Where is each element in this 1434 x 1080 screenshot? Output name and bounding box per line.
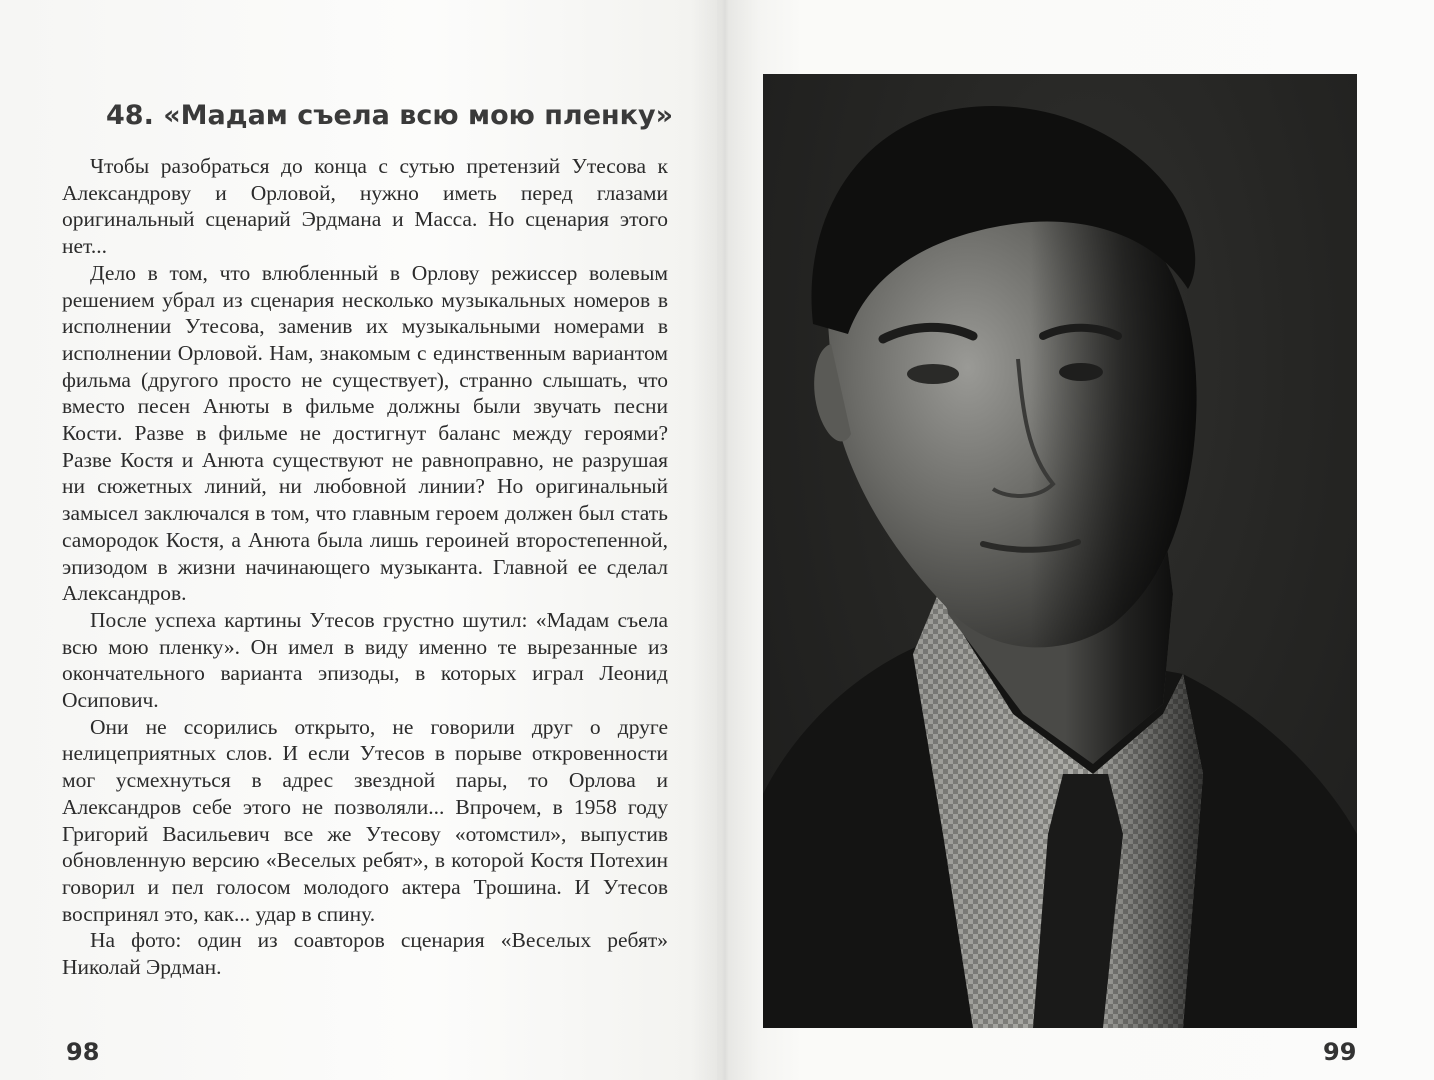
paragraph: Дело в том, что влюбленный в Орлову режиссер волевым решением убрал из сценария несколько музыкальных номеров в исполнении Утесова, заменив их музыкальными номерами в исполнении Орловой. Нам, знакомым с единственным вариантом фильма (другого просто не существует), странно слышать, что вместо песен Анюты в фильме должны были звучать песни Кости. Разве в фильме не достигнут баланс между героями? Разве Костя и Анюта существуют не равноправно, не разрушая ни сюжетных линий, ни любовной линии? Но оригинальный замысел заключался в том, что главным героем должен был стать самородок Костя, а Анюта была лишь героиней второстепенной, эпизодом в жизни начинающего музыканта. Главной ее сделал Александров. (62, 260, 668, 606)
page-number-left: 98 (66, 1038, 100, 1066)
page-number-right: 99 (1323, 1038, 1357, 1066)
paragraph: После успеха картины Утесов грустно шутил: «Мадам съела всю мою пленку». Он имел в виду именно те вырезанные из окончательного варианта эпизоды, в которых играл Леонид Осипович. (62, 607, 668, 713)
body-text (62, 153, 668, 981)
paragraph: Чтобы разобраться до конца с сутью претензий Утесова к Александрову и Орловой, нужно иметь перед глазами оригинальный сценарий Эрдмана и Масса. Но сценария этого нет... (62, 154, 668, 259)
portrait-photo (763, 74, 1357, 1028)
portrait-illustration (763, 74, 1357, 1028)
photo-caption: На фото: один из соавторов сценария «Веселых ребят» Николай Эрдман. (62, 928, 668, 980)
paragraph: Они не ссорились открыто, не говорили друг о друге нелицеприятных слов. И если Утесов в порыве откровенности мог усмехнуться в адрес звездной пары, то Орлова и Александров себе этого не позволяли... Впрочем, в 1958 году Григорий Васильевич все же Утесову «отомстил», выпустив обновленную версию «Веселых ребят», в которой Костя Потехин говорил и пел голосом молодого актера Трошина. И Утесов воспринял это, как... удар в спину. (62, 714, 668, 926)
chapter-title: 48. «Мадам съела всю мою пленку» (106, 100, 674, 131)
book-gutter (690, 0, 760, 1080)
